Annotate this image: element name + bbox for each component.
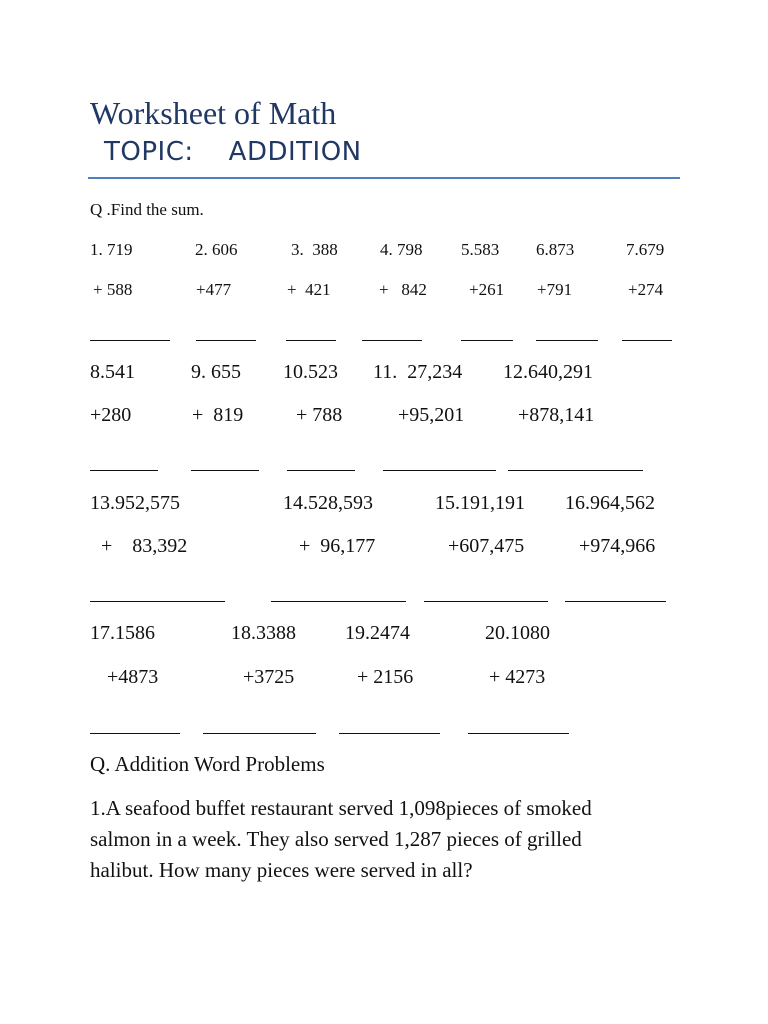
problem-13-number: 13.952,575 (90, 492, 180, 514)
problem-9-answer-line[interactable] (191, 470, 259, 471)
problem-2-addend: +477 (196, 280, 232, 299)
problem-1-answer-line[interactable] (90, 340, 170, 341)
problem-15-number: 15.191,191 (435, 492, 525, 514)
problem-12-answer-line[interactable] (508, 470, 643, 471)
problem-9-addend: + 819 (192, 404, 244, 426)
problem-10-answer-line[interactable] (287, 470, 355, 471)
problem-5-number: 5.583 (461, 240, 500, 259)
problem-10-addend: + 788 (296, 404, 343, 426)
problem-16-addend: +974,966 (579, 535, 656, 557)
problem-7-addend: +274 (628, 280, 664, 299)
problem-20-number: 20.1080 (485, 622, 550, 644)
problem-14-answer-line[interactable] (271, 601, 406, 602)
problem-11-number: 11. 27,234 (373, 361, 463, 383)
problem-8-answer-line[interactable] (90, 470, 158, 471)
problem-4-answer-line[interactable] (362, 340, 422, 341)
problem-3-number: 3. 388 (291, 240, 338, 259)
problem-12-addend: +878,141 (518, 404, 595, 426)
title-divider (88, 177, 680, 179)
topic-heading: TOPIC: ADDITION (104, 137, 362, 167)
problem-2-number: 2. 606 (195, 240, 238, 259)
problem-15-addend: +607,475 (448, 535, 525, 557)
problem-14-number: 14.528,593 (283, 492, 373, 514)
problem-6-number: 6.873 (536, 240, 575, 259)
problem-17-addend: +4873 (107, 666, 159, 688)
problem-13-addend: + 83,392 (101, 535, 188, 557)
problem-6-answer-line[interactable] (536, 340, 598, 341)
word-problems-heading: Q. Addition Word Problems (90, 752, 325, 776)
problem-19-addend: + 2156 (357, 666, 414, 688)
find-sum-question: Q .Find the sum. (90, 200, 204, 219)
problem-20-addend: + 4273 (489, 666, 546, 688)
problem-18-addend: +3725 (243, 666, 295, 688)
problem-18-answer-line[interactable] (203, 733, 316, 734)
problem-2-answer-line[interactable] (196, 340, 256, 341)
problem-7-answer-line[interactable] (622, 340, 672, 341)
problem-16-answer-line[interactable] (565, 601, 666, 602)
problem-9-number: 9. 655 (191, 361, 241, 383)
problem-8-number: 8.541 (90, 361, 135, 383)
problem-14-addend: + 96,177 (299, 535, 376, 557)
problem-12-number: 12.640,291 (503, 361, 593, 383)
problem-5-addend: +261 (469, 280, 505, 299)
problem-19-answer-line[interactable] (339, 733, 440, 734)
problem-11-addend: +95,201 (398, 404, 465, 426)
problem-20-answer-line[interactable] (468, 733, 569, 734)
problem-13-answer-line[interactable] (90, 601, 225, 602)
problem-8-addend: +280 (90, 404, 132, 426)
problem-3-addend: + 421 (287, 280, 331, 299)
problem-17-answer-line[interactable] (90, 733, 180, 734)
problem-17-number: 17.1586 (90, 622, 155, 644)
problem-5-answer-line[interactable] (461, 340, 513, 341)
problem-6-addend: +791 (537, 280, 573, 299)
problem-18-number: 18.3388 (231, 622, 296, 644)
problem-7-number: 7.679 (626, 240, 665, 259)
problem-4-addend: + 842 (379, 280, 427, 299)
problem-16-number: 16.964,562 (565, 492, 655, 514)
problem-1-number: 1. 719 (90, 240, 133, 259)
problem-19-number: 19.2474 (345, 622, 410, 644)
worksheet-title: Worksheet of Math (90, 95, 337, 131)
problem-11-answer-line[interactable] (383, 470, 496, 471)
problem-10-number: 10.523 (283, 361, 338, 383)
problem-15-answer-line[interactable] (424, 601, 548, 602)
problem-3-answer-line[interactable] (286, 340, 336, 341)
problem-4-number: 4. 798 (380, 240, 423, 259)
word-problem-1: 1.A seafood buffet restaurant served 1,098pieces of smoked salmon in a week. They also served 1,287 pieces of grilled halibut. How many pieces were served in all? (90, 796, 592, 882)
problem-1-addend: + 588 (93, 280, 133, 299)
